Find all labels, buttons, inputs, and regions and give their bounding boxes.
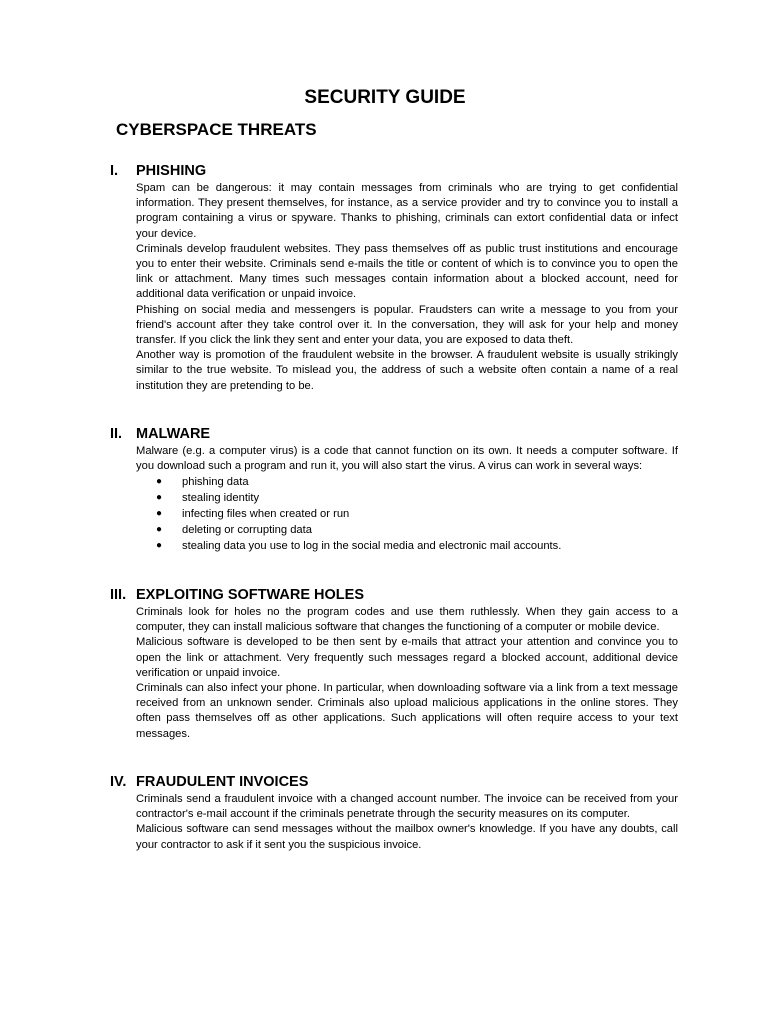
bullet-icon: ● (155, 476, 163, 488)
document-title: SECURITY GUIDE (304, 87, 466, 108)
section-body (136, 181, 678, 394)
paragraph: Criminals can also infect your phone. In particular, when downloading software via a link from a text message received from an unknown sender. Criminals also upload malicious applications in the online stores. They often pass themselves off as other applications. Such applications will often require access to your text messages. (136, 682, 678, 740)
list-item (136, 538, 678, 554)
list-item-text: stealing identity (182, 492, 260, 505)
list-item-text: deleting or corrupting data (182, 524, 312, 537)
section-heading (110, 773, 680, 791)
section-heading (110, 425, 680, 443)
paragraph: Phishing on social media and messengers is popular. Fraudsters can write a message to you from your friend's account after they take control over it. In the conversation, they will ask for your help and money transfer. If you click the link they sent and enter your data, you are exposed to data theft. (136, 303, 678, 347)
section-title: EXPLOITING SOFTWARE HOLES (136, 587, 364, 603)
section-malware (110, 425, 680, 554)
section-numeral: IV. (110, 774, 127, 790)
section-heading (110, 162, 680, 180)
paragraph: Spam can be dangerous: it may contain messages from criminals who are trying to get confidential information. They present themselves, for instance, as a service provider and try to convince you to install a program containing a virus or spyware. Thanks to phishing, criminals can extort confidential data or infect your device. (136, 182, 678, 240)
paragraph: Malicious software is developed to be then sent by e-mails that attract your attention and convince you to open the link or attachment. Very frequently such messages regard a blocked account, additional device verification or unpaid invoice. (136, 636, 678, 679)
paragraph: Malicious software can send messages without the mailbox owner's knowledge. If you have any doubts, call your contractor to ask if it sent you the suspicious invoice. (136, 823, 678, 851)
section-title: FRAUDULENT INVOICES (136, 774, 309, 790)
section-body (136, 444, 678, 554)
paragraph: Malware (e.g. a computer virus) is a code that cannot function on its own. It needs a computer software. If you download such a program and run it, you will also start the virus. A virus can work in several ways: (136, 445, 678, 473)
list-item-text: phishing data (182, 476, 249, 489)
section-numeral: II. (110, 426, 123, 442)
section-fraudulent-invoices (110, 773, 680, 853)
document-subtitle: CYBERSPACE THREATS (116, 120, 317, 139)
section-title: MALWARE (136, 426, 211, 442)
bullet-icon: ● (155, 492, 163, 504)
section-exploiting-software-holes (110, 586, 680, 742)
list-item-text: infecting files when created or run (182, 508, 350, 521)
bullet-list (136, 474, 678, 554)
paragraph: Criminals develop fraudulent websites. They pass themselves off as public trust institutions and encourage you to enter their website. Criminals send e-mails the title or content of which is to convince you to open the link or attachment. Many times such messages contain information about a blocked account, need for additional data verification or unpaid invoice. (136, 242, 678, 301)
paragraph: Criminals send a fraudulent invoice with a changed account number. The invoice can be received from your contractor's e-mail account if the criminals penetrate through the security measures on its computer. (136, 793, 678, 821)
section-title: PHISHING (136, 163, 207, 179)
list-item (136, 490, 678, 506)
section-body (136, 605, 678, 742)
section-numeral: I. (110, 163, 119, 179)
bullet-icon: ● (155, 508, 163, 520)
section-heading (110, 586, 680, 604)
list-item (136, 506, 678, 522)
section-numeral: III. (110, 587, 127, 603)
section-body (136, 792, 678, 853)
paragraph: Criminals look for holes no the program codes and use them ruthlessly. When they gain access to a computer, they can install malicious software that changes the functioning of a computer or mobile device. (136, 606, 678, 634)
list-item (136, 522, 678, 538)
list-item (136, 474, 678, 490)
section-phishing (110, 162, 680, 394)
bullet-icon: ● (155, 540, 163, 552)
list-item-text: stealing data you use to log in the social media and electronic mail accounts. (182, 540, 562, 553)
paragraph: Another way is promotion of the fraudulent website in the browser. A fraudulent website is usually strikingly similar to the true website. To mislead you, the address of such a website often contain a name of a real institution they are pretending to be. (136, 349, 678, 392)
bullet-icon: ● (155, 524, 163, 536)
